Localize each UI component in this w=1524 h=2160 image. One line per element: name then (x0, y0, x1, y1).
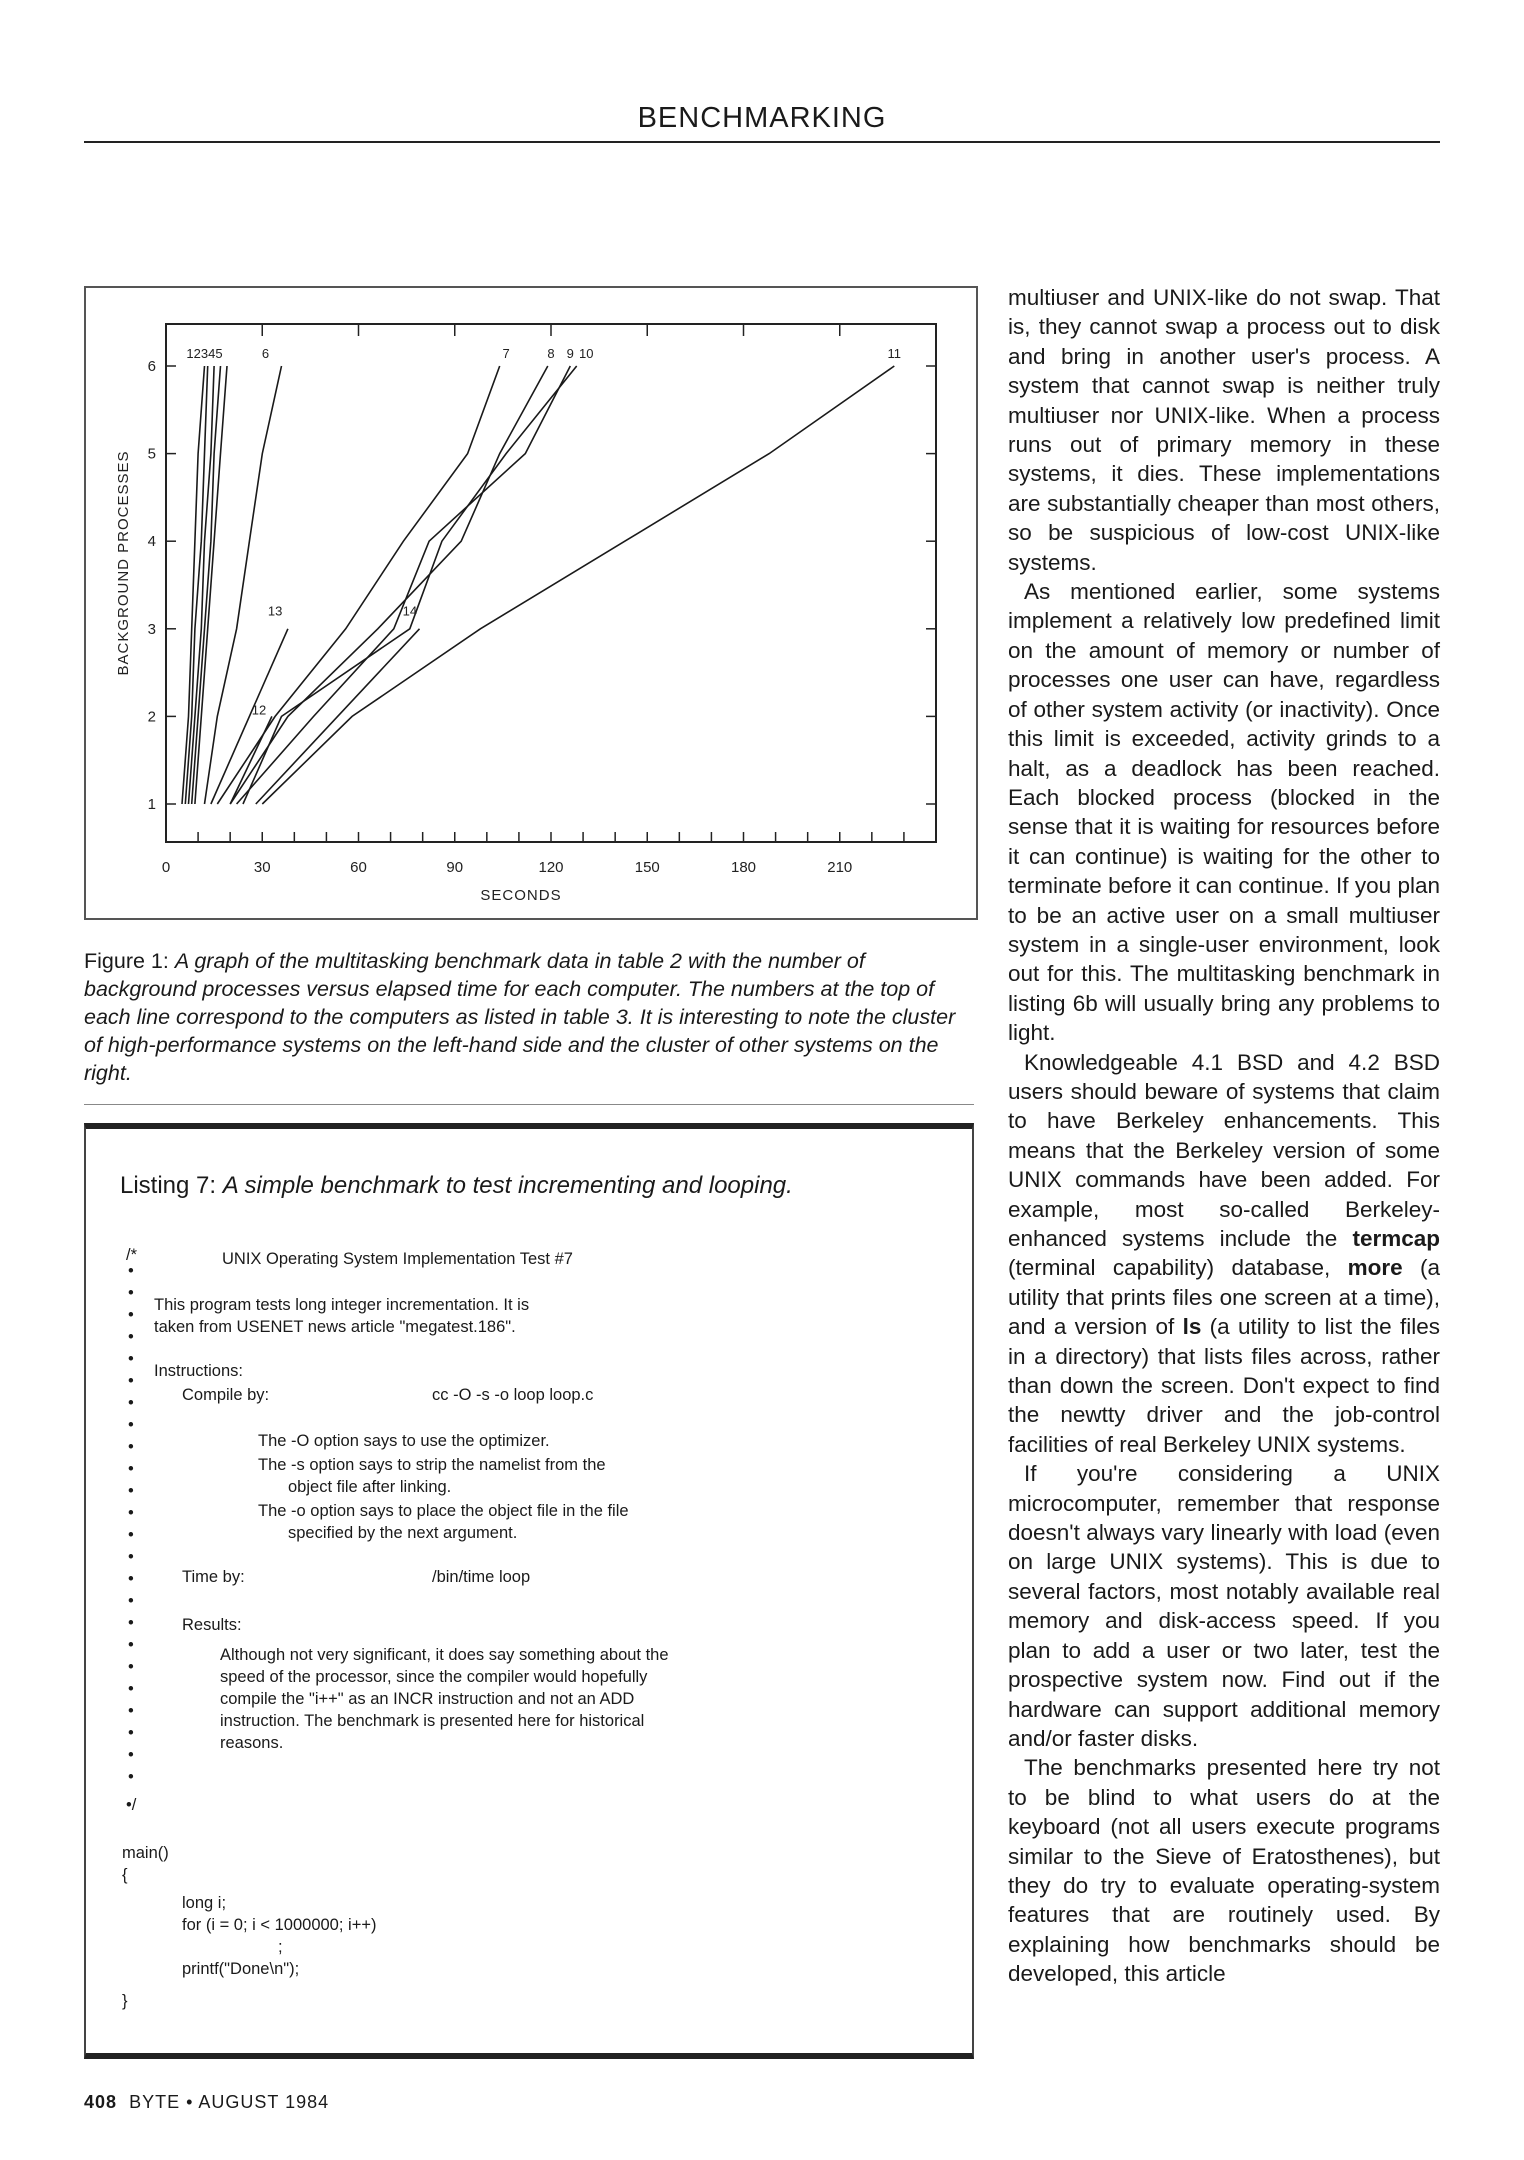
code-comment: cc -O -s -o loop loop.c (432, 1386, 594, 1404)
code-comment: The -O option says to use the optimizer. (258, 1432, 550, 1450)
code-line: main() (122, 1844, 169, 1862)
code-comment: object file after linking. (288, 1478, 452, 1496)
caption-text: A graph of the multitasking benchmark data in table 2 with the number of background processes versus elapsed time for each computer. The numbers at the top of each line correspond to the computers as listed in table 3. It is interesting to note the cluster of high-performance systems on the left-hand side and the cluster of other systems on the right. (84, 949, 956, 1085)
y-tick-label: 4 (147, 533, 156, 551)
code-comment: Although not very significant, it does say something about the (220, 1646, 669, 1664)
body-text: (terminal capability) database, (1008, 1255, 1348, 1281)
code-gutter: • (128, 1746, 134, 1764)
code-gutter: • (128, 1636, 134, 1654)
series-label: 13 (267, 603, 283, 619)
series-label: 14 (402, 603, 418, 619)
code-gutter: • (128, 1416, 134, 1434)
y-tick-label: 6 (147, 358, 156, 375)
code-gutter: • (128, 1306, 134, 1324)
code-comment: speed of the processor, since the compiler would hopefully (220, 1668, 648, 1686)
x-tick-label: 90 (446, 859, 464, 876)
code-gutter: • (128, 1570, 134, 1588)
code-comment: The -s option says to strip the namelist from the (258, 1456, 606, 1474)
figure-caption (84, 947, 964, 1087)
series-line (237, 366, 571, 804)
command-termcap: termcap (1352, 1226, 1440, 1251)
code-gutter: • (128, 1394, 134, 1412)
x-tick-label: 150 (634, 859, 660, 876)
running-header: BENCHMARKING (637, 102, 887, 134)
y-tick-label: 1 (147, 796, 156, 813)
code-comment: Compile by: (182, 1386, 270, 1404)
caption-lead: Figure 1: (84, 949, 175, 973)
code-comment: Time by: (182, 1568, 245, 1586)
y-tick-label: 3 (147, 620, 156, 638)
series-label: 12 (251, 702, 267, 718)
code-gutter: • (128, 1526, 134, 1544)
body-paragraph: The benchmarks presented here try not to be blind to what users do at the keyboard (not all users execute programs similar to the Sieve of Eratosthenes), but they do try to evaluate operating-system features that are routinely used. By explaining how benchmarks should be developed, this article (1008, 1755, 1440, 1987)
code-gutter: • (128, 1350, 134, 1368)
magazine-issue: BYTE • AUGUST 1984 (129, 2092, 330, 2112)
code-comment: specified by the next argument. (288, 1524, 518, 1542)
x-tick-label: 120 (538, 859, 564, 876)
series-line (256, 629, 420, 804)
command-ls: ls (1182, 1314, 1202, 1340)
code-gutter: • (128, 1262, 134, 1280)
code-gutter: • (128, 1592, 134, 1610)
code-comment: UNIX Operating System Implementation Test #7 (222, 1250, 573, 1268)
series-line (262, 366, 894, 804)
series-line (217, 366, 499, 804)
x-axis-label: SECONDS (480, 887, 562, 904)
code-gutter: • (128, 1284, 134, 1302)
x-tick-label: 30 (253, 859, 271, 876)
series-label: 9 (566, 346, 574, 361)
code-gutter: • (128, 1328, 134, 1346)
code-gutter: • (128, 1372, 134, 1390)
x-tick-label: 0 (161, 859, 171, 876)
code-gutter: • (128, 1680, 134, 1698)
series-label: 12345 (186, 346, 223, 361)
multitasking-chart (84, 286, 978, 920)
body-column (1008, 283, 1440, 1989)
y-axis-label: BACKGROUND PROCESSES (115, 450, 132, 676)
command-more: more (1347, 1255, 1403, 1281)
series-label: 7 (502, 346, 510, 361)
code-gutter: • (128, 1460, 134, 1478)
code-line: long i; (182, 1894, 227, 1912)
code-comment: reasons. (220, 1734, 284, 1752)
header-rule (84, 141, 1440, 143)
code-gutter: • (128, 1482, 134, 1500)
series-label: 6 (261, 346, 270, 361)
series-line (243, 366, 577, 804)
code-gutter: • (128, 1504, 134, 1522)
body-text: (a utility to list the files in a directory) that lists files across, rather than down the screen. Don't expect to find the newtty driver and the job-control facilities of real Berkeley UNIX systems. (1008, 1314, 1440, 1457)
code-gutter: • (128, 1702, 134, 1720)
plot-frame (166, 324, 936, 842)
code-comment: /bin/time loop (432, 1568, 531, 1586)
code-line: for (i = 0; i < 1000000; i++) (182, 1916, 377, 1934)
body-paragraph (1008, 1048, 1440, 1460)
code-gutter: • (128, 1768, 134, 1786)
body-paragraph: As mentioned earlier, some systems implement a relatively low predefined limit on the amount of memory or number of processes one user can have, regardless of other system activity (or inactivity). Once this limit is exceeded, activity grinds to a halt, as a deadlock has been reached. Each blocked process (blocked in the sense that it is waiting for resources before it can continue) is waiting for the other to terminate before it can continue. If you plan to be an active user on a small multiuser system in a single-user environment, look out for this. The multitasking benchmark in listing 6b will usually bring any problems to light. (1008, 579, 1440, 1046)
code-gutter: •/ (126, 1796, 137, 1814)
listing-title (120, 1172, 793, 1200)
x-tick-label: 60 (350, 859, 367, 876)
listing-lead: Listing 7: (120, 1172, 223, 1199)
y-tick-label: 5 (147, 445, 156, 463)
code-gutter: • (128, 1548, 134, 1566)
body-text: (a utility that prints files one screen at a time), and a version of (1008, 1255, 1440, 1340)
code-comment: Instructions: (154, 1362, 243, 1380)
code-line: } (122, 1992, 128, 2010)
body-paragraph: multiuser and UNIX-like do not swap. That is, they cannot swap a process out to disk and bring in another user's process. A system that cannot swap is neither truly multiuser nor UNIX-like. When a process runs out of primary memory in these systems, it dies. These implementations are substantially cheaper than most others, so be suspicious of low-cost UNIX-like systems. (1008, 285, 1440, 575)
caption-rule (84, 1104, 974, 1105)
series-line (230, 366, 548, 804)
code-gutter: • (128, 1724, 134, 1742)
y-tick-label: 2 (147, 708, 156, 726)
body-text: Knowledgeable 4.1 BSD and 4.2 BSD users should beware of systems that claim to have Berkeley enhancements. This means that the Berkeley version of some UNIX commands have been added. For example, most so-called Berkeley-enhanced systems include the (1008, 1049, 1440, 1251)
code-comment: This program tests long integer incrementation. It is (154, 1296, 530, 1314)
page-footer (84, 2092, 329, 2113)
code-line: printf("Done\n"); (182, 1960, 300, 1978)
code-gutter: • (128, 1658, 134, 1676)
code-comment: Results: (182, 1616, 242, 1634)
series-label: 11 (887, 346, 902, 361)
series-line (230, 716, 272, 804)
code-comment: instruction. The benchmark is presented here for historical (220, 1712, 645, 1730)
code-line: { (122, 1866, 128, 1884)
code-gutter: /* (126, 1246, 138, 1264)
body-paragraph: If you're considering a UNIX microcomputer, remember that response doesn't always vary linearly with load (even on large UNIX systems). This is due to several factors, most notably available real memory and disk-access speed. If you plan to add a user or two later, test the prospective system now. Find out if the hardware can support additional memory and/or faster disks. (1008, 1461, 1440, 1751)
code-comment: compile the "i++" as an INCR instruction and not an ADD (220, 1690, 635, 1708)
code-gutter: • (128, 1614, 134, 1632)
code-comment: taken from USENET news article "megatest.186". (154, 1318, 516, 1336)
x-tick-label: 210 (827, 859, 853, 876)
listing-title-text: A simple benchmark to test incrementing and looping. (222, 1172, 793, 1199)
code-line: ; (278, 1938, 283, 1956)
series-line (211, 629, 288, 804)
x-tick-label: 180 (730, 859, 757, 876)
code-comment: The -o option says to place the object file in the file (258, 1502, 629, 1520)
page-number: 408 (84, 2092, 118, 2112)
series-label: 10 (579, 346, 594, 361)
code-gutter: • (128, 1438, 134, 1456)
series-label: 8 (547, 346, 555, 361)
